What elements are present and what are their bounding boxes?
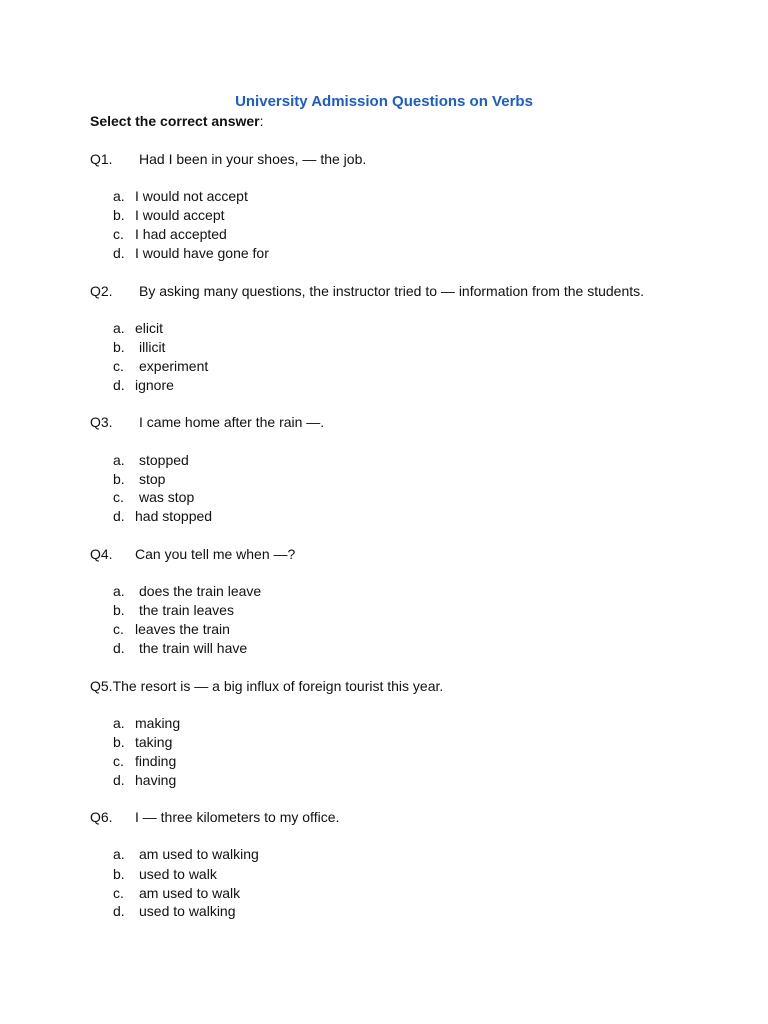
option-text: I would have gone for [135,245,269,261]
question-6 [90,809,340,825]
option-letter: b. [113,339,125,355]
document-title: University Admission Questions on Verbs [235,93,533,110]
option-text: finding [135,753,177,769]
option-text: ignore [135,377,174,393]
option-text: I had accepted [135,226,227,242]
question-number: Q6. [90,809,113,825]
option-letter: a. [113,320,125,336]
question-1 [90,151,367,167]
instruction-text: Select the correct answer [90,113,260,129]
option-letter: c. [113,885,124,901]
question-5 [90,678,443,694]
option-letter: c. [113,753,124,769]
question-text: Had I been in your shoes, — the job. [139,151,367,167]
question-number: Q5. [90,678,113,694]
option-letter: d. [113,640,125,656]
option-text: having [135,772,177,788]
option-letter: d. [113,903,125,919]
option-text: I would not accept [135,188,248,204]
option-letter: b. [113,734,125,750]
option-letter: b. [113,471,125,487]
question-text: The resort is — a big influx of foreign tourist this year. [112,678,444,694]
option-letter: c. [113,489,124,505]
option-letter: a. [113,715,125,731]
option-letter: c. [113,226,124,242]
option-text: the train will have [139,640,248,656]
option-text: I would accept [135,207,225,223]
option-text: was stop [139,489,195,505]
question-number: Q3. [90,414,113,430]
instruction [90,113,264,129]
option-letter: c. [113,358,124,374]
question-3 [90,414,325,430]
option-text: making [135,715,181,731]
option-text: am used to walk [139,885,241,901]
option-text: used to walking [139,903,236,919]
question-text: I — three kilometers to my office. [135,809,340,825]
question-text: Can you tell me when —? [135,546,296,562]
option-letter: d. [113,772,125,788]
option-text: does the train leave [139,583,262,599]
option-text: elicit [135,320,164,336]
option-text: taking [135,734,173,750]
option-text: am used to walking [139,846,259,862]
option-text: experiment [139,358,209,374]
option-text: the train leaves [139,602,234,618]
option-letter: d. [113,377,125,393]
option-letter: a. [113,583,125,599]
question-2 [90,283,645,299]
option-letter: a. [113,452,125,468]
option-text: illicit [139,339,166,355]
option-letter: c. [113,621,124,637]
option-letter: b. [113,207,125,223]
option-letter: b. [113,602,125,618]
instruction-suffix: : [259,113,264,129]
question-text: I came home after the rain —. [139,414,325,430]
question-number: Q1. [90,151,113,167]
question-4 [90,546,296,562]
option-text: had stopped [135,508,213,524]
option-text: leaves the train [135,621,230,637]
option-letter: d. [113,508,125,524]
option-text: used to walk [139,866,217,882]
option-letter: a. [113,188,125,204]
question-number: Q2. [90,283,113,299]
question-number: Q4. [90,546,113,562]
option-text: stopped [139,452,189,468]
option-letter: a. [113,846,125,862]
question-text: By asking many questions, the instructor tried to — information from the students. [139,283,645,299]
option-text: stop [139,471,166,487]
option-letter: d. [113,245,125,261]
option-letter: b. [113,866,125,882]
